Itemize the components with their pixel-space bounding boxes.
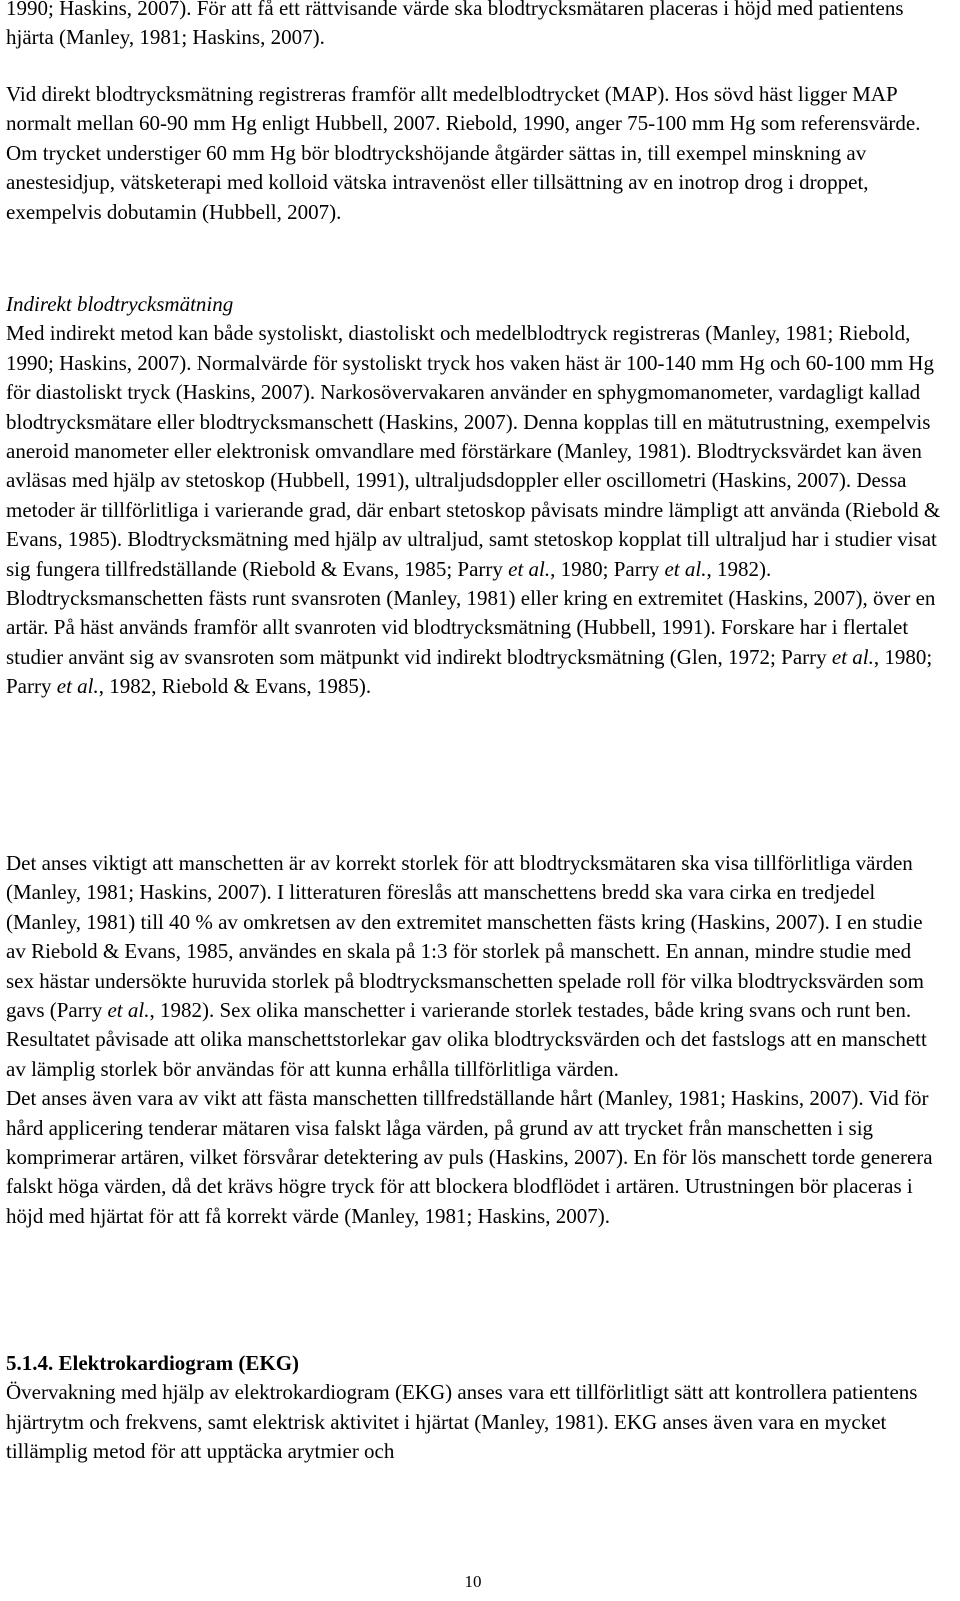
page-number: 10: [464, 1572, 482, 1591]
paragraph-indirect-methods: [6, 319, 941, 584]
text-run: , 1982, Riebold & Evans, 1985).: [98, 674, 372, 699]
text-run: , 1982).: [706, 556, 772, 581]
paragraph-cuff-size: [6, 849, 941, 1084]
text-block-intro: [6, 0, 941, 53]
section-heading-indirect: Indirekt blodtrycksmätning: [6, 292, 234, 316]
italic-et-al: et al.: [56, 674, 99, 699]
italic-et-al: et al.: [831, 644, 874, 669]
paragraph-cuff-placement: [6, 584, 941, 702]
text-run: , 1980; Parry: [6, 644, 933, 699]
text-run: Det anses viktigt att manschetten är av korrekt storlek för att blodtrycksmätaren ska visa tillförlitliga värden (Manley, 1981; Haskins, 2007). I litteraturen föreslås att manschettens bredd ska vara cirka en tredjedel (Manley, 1981) till 40 % av omkretsen av den extremitet manschetten fästs kring (Haskins, 2007). I en studie av Riebold & Evans, 1985, användes en skala på 1:3 för storlek på manschett. En annan, mindre studie med sex hästar undersökte huruvida storlek på blodtrycksmanschetten spelade roll för vilka blodtrycksvärden som gavs (Parry: [6, 851, 924, 1023]
section-heading-ekg: 5.1.4. Elektrokardiogram (EKG): [6, 1351, 300, 1375]
paragraph-direct-bp: Vid direkt blodtrycksmätning registreras framför allt medelblodtrycket (MAP). Hos sövd häst ligger MAP normalt mellan 60-90 mm Hg enligt Hubbell, 2007. Riebold, 1990, anger 75-100 mm Hg som referensvärde. Om trycket understiger 60 mm Hg bör blodtryckshöjande åtgärder sättas in, till exempel minskning av anestesidjup, vätsketerapi med kolloid vätska intravenöst eller tillsättning av en inotrop drog i droppet, exempelvis dobutamin (Hubbell, 2007).: [6, 82, 921, 224]
text-block-direct-measurement: [6, 80, 941, 227]
text-block-cuff-size: [6, 849, 941, 1231]
paragraph-cuff-tightness: Det anses även vara av vikt att fästa manschetten tillfredställande hårt (Manley, 1981; Haskins, 2007). Vid för hård applicering tenderar mätaren visa falskt låga värden, på grund av att trycket från manschetten i sig komprimerar artären, vilket försvårar detektering av puls (Haskins, 2007). En för lös manschett torde generera falskt höga värden, då det krävs högre tryck för att blockera blodflödet i artären. Utrustningen bör placeras i höjd med hjärtat för att få korrekt värde (Manley, 1981; Haskins, 2007).: [6, 1086, 933, 1228]
italic-et-al: et al.: [107, 998, 150, 1023]
text-run: Med indirekt metod kan både systoliskt, diastoliskt och medelblodtryck registreras (Manley, 1981; Riebold, 1990; Haskins, 2007). Normalvärde för systoliskt tryck hos vaken häst är 100-140 mm Hg och 60-100 mm Hg för diastoliskt tryck (Haskins, 2007). Narkosövervakaren använder en sphygmomanometer, vardagligt kallad blodtrycksmätare eller blodtrycksmanschett (Haskins, 2007). Denna kopplas till en mätutrustning, exempelvis aneroid manometer eller elektronisk omvandlare med förstärkare (Manley, 1981). Blodtrycksvärdet kan även avläsas med hjälp av stetoskop (Hubbell, 1991), ultraljudsdoppler eller oscillometri (Haskins, 2007). Dessa metoder är tillförlitliga i varierande grad, där enbart stetoskop påvisats mindre lämpligt att använda (Riebold & Evans, 1985). Blodtrycksmätning med hjälp av ultraljud, samt stetoskop kopplat till ultraljud har i studier visat sig fungera tillfredställande (Riebold & Evans, 1985; Parry: [6, 321, 941, 581]
text-block-indirect-measurement: [6, 290, 941, 702]
paragraph-placement: 1990; Haskins, 2007). För att få ett rättvisande värde ska blodtrycksmätaren placeras i höjd med patientens hjärta (Manley, 1981; Haskins, 2007).: [6, 0, 904, 50]
italic-et-al: et al.: [508, 556, 551, 581]
paragraph-ekg: Övervakning med hjälp av elektrokardiogram (EKG) anses vara ett tillförlitligt sätt att kontrollera patientens hjärtrytm och frekvens, samt elektrisk aktivitet i hjärtat (Manley, 1981). EKG anses även vara en mycket tillämplig metod för att upptäcka arytmier och: [6, 1380, 918, 1464]
text-run: , 1982). Sex olika manschetter i varierande storlek testades, både kring svans och runt ben. Resultatet påvisade att olika manschettstorlekar gav olika blodtrycksvärden och det fastslogs att en manschett av lämplig storlek bör användas för att kunna erhålla tillförlitliga värden.: [6, 998, 927, 1081]
text-run: Blodtrycksmanschetten fästs runt svansroten (Manley, 1981) eller kring en extremitet (Haskins, 2007), över en artär. På häst används framför allt svanroten vid blodtrycksmätning (Hubbell, 1991). Forskare har i flertalet studier använt sig av svansroten som mätpunkt vid indirekt blodtrycksmätning (Glen, 1972; Parry: [6, 586, 936, 669]
italic-et-al: et al.: [664, 556, 707, 581]
text-run: , 1980; Parry: [550, 556, 665, 581]
text-block-ekg: [6, 1349, 941, 1467]
